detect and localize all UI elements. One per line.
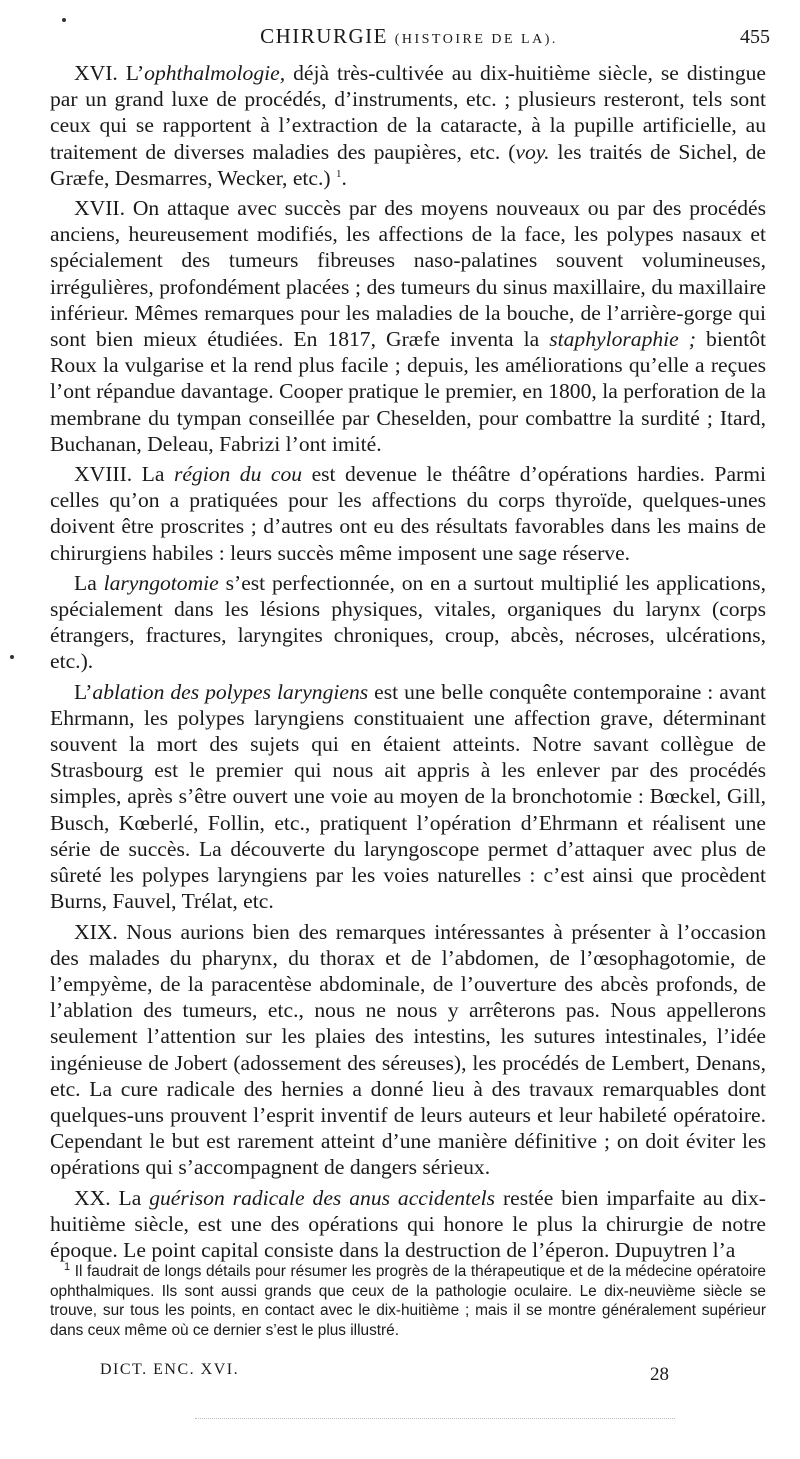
margin-speck <box>62 18 66 22</box>
running-title-main: CHIRURGIE <box>260 24 388 48</box>
text-run: est devenue le théâtre d’opérations hardies. Parmi celles qu’on a pratiquées pour les affections du corps thyroïde, quelques-unes doivent être proscrites ; d’autres ont eu des résultats favorables dans les mains de chirurgiens habiles : leurs succès même imposent une sage réserve. <box>50 462 767 565</box>
italic-term: ablation des polypes laryngiens <box>92 679 369 704</box>
section-number: XIX. <box>74 919 118 944</box>
text-run: L’ <box>117 61 145 85</box>
footnote-reference[interactable]: 1 <box>335 167 342 180</box>
text-run: La <box>132 462 174 487</box>
footnote-text: Il faudrait de longs détails pour résumer les progrès de la thérapeutique et de la médecine opératoire ophthalmiques. Ils sont aussi grands que ceux de la pathologie oculaire. Le dix-neuvième siècle se trouve, sur tous les points, en contact avec le dix-huitième ; mais il se montre généralement supérieur dans ceux même où ce dernier s’est le plus illustré. <box>50 1263 766 1339</box>
paragraph-xx <box>50 1185 766 1264</box>
italic-term: laryngotomie <box>103 570 219 595</box>
text-run: restée bien imparfaite au dix-huitième siècle, est une des opérations qui honore le plus la chirurgie de notre époque. Le point capital consiste dans la destruction de l’éperon. Dupuytren l’a <box>50 1185 766 1262</box>
text-run: est une belle conquête contemporaine : avant Ehrmann, les polypes laryngiens constituaient une affection grave, déterminant souvent la mort des sujets qui en étaient atteints. Notre savant collègue de Strasbourg est le premier qui nous ait appris à les enlever par des procédés simples, après s’être ouvert une voie au moyen de la bronchotomie : Bœckel, Gill, Busch, Kœberlé, Follin, etc., pratiquent l’opération d’Ehrmann et réalisent une série de succès. La découverte du laryngoscope permet d’attaquer avec plus de sûreté les polypes laryngiens par les voies naturelles : c’est ainsi que procèdent Burns, Fauvel, Trélat, etc. <box>50 679 766 914</box>
italic-term: ophthalmologie, <box>144 61 286 85</box>
page-number: 455 <box>740 26 770 48</box>
italic-term: staphyloraphie ; <box>549 327 696 352</box>
italic-term: guérison radicale des anus accidentels <box>149 1185 496 1210</box>
running-header <box>48 24 770 54</box>
text-run: Nous aurions bien des remarques intéressantes à présenter à l’occasion des malades du pharynx, du thorax et de l’abdomen, de l’œsophagotomie, de l’empyème, de la paracentèse abdominale, de l’ouverture des abcès profonds, de l’ablation des tumeurs, etc., nous ne nous y arrêterons pas. Nous appellerons seulement l’attention sur les plaies des intestins, les sutures intestinales, l’idée ingénieuse de Jobert (adossement des séreuses), les procédés de Lembert, Denans, etc. La cure radicale des hernies a donné lieu à des travaux remarquables dont quelques-uns prouvent l’esprit inventif de leurs auteurs et leur habileté opératoire. Cependant le but est rarement atteint d’une manière définitive ; on doit éviter les opérations qui s’accompagnent de dangers sérieux. <box>50 919 766 1180</box>
text-run: La <box>110 1185 150 1210</box>
text-run: On attaque avec succès par des moyens nouveaux ou par des procédés anciens, heureusement modifiés, les affections de la face, les polypes nasaux et spécialement des tumeurs fibreuses naso-palatines souvent volumineuses, irrégulières, profondément placées ; des tumeurs du sinus maxillaire, du maxillaire inférieur. Mêmes remarques pour les maladies de la bouche, de l’arrière-gorge qui sont bien mieux étudiées. En 1817, Græfe inventa la <box>50 196 766 352</box>
margin-speck <box>10 655 14 659</box>
footnote-1 <box>50 1262 766 1340</box>
footnote-block <box>50 1262 766 1340</box>
running-title <box>48 24 770 49</box>
text-run: les traités de Sichel, de Græfe, Desmarres, Wecker, etc.) <box>50 139 766 190</box>
italic-term: voy. <box>515 139 550 164</box>
section-number: XX. <box>74 1185 111 1210</box>
text-run: s’est perfectionnée, on en a surtout multiplié les applications, spécialement dans les lésions physiques, vitales, organiques du larynx (corps étrangers, fractures, laryngites chroniques, croup, abcès, nécroses, ulcérations, etc.). <box>50 570 766 674</box>
section-number: XVI. <box>74 61 118 85</box>
section-number: XVIII. <box>74 462 133 487</box>
paragraph-xvii <box>50 195 766 457</box>
paragraph-polypes <box>50 679 766 915</box>
text-run: L’ <box>74 679 93 704</box>
signature-number: 28 <box>650 1364 669 1385</box>
paragraph-xviii <box>50 461 766 566</box>
paragraph-xvi <box>50 60 766 191</box>
bottom-bleed-line <box>195 1418 675 1419</box>
paragraph-laryngotomie <box>50 570 766 675</box>
text-run: . <box>341 165 347 190</box>
running-title-sub: (HISTOIRE DE LA). <box>394 32 558 47</box>
text-run: déjà très-cultivée au dix-huitième siècle, se distingue par un grand luxe de procédés, d’instruments, etc. ; plusieurs resteront, tels sont ceux qui se rapportent à l’extraction de la cataracte, à la pupille artificielle, au traitement de diverses maladies des paupières, etc. ( <box>50 61 767 164</box>
italic-term: région du cou <box>173 462 303 487</box>
signature-label: DICT. ENC. XVI. <box>100 1361 240 1378</box>
section-number: XVII. <box>74 196 125 221</box>
text-run: bientôt Roux la vulgarise et la rend plus facile ; depuis, les améliorations qu’elle a reçues l’ont répandue davantage. Cooper pratique le premier, en 1800, la perforation de la membrane du tympan conseillée par Cheselden, pour combattre la surdité ; Itard, Buchanan, Deleau, Fabrizi l’ont imité. <box>50 327 766 456</box>
text-run: La <box>74 570 104 595</box>
paragraph-xix <box>50 919 766 1181</box>
footnote-marker: 1 <box>64 1260 71 1273</box>
main-text <box>50 60 766 1267</box>
